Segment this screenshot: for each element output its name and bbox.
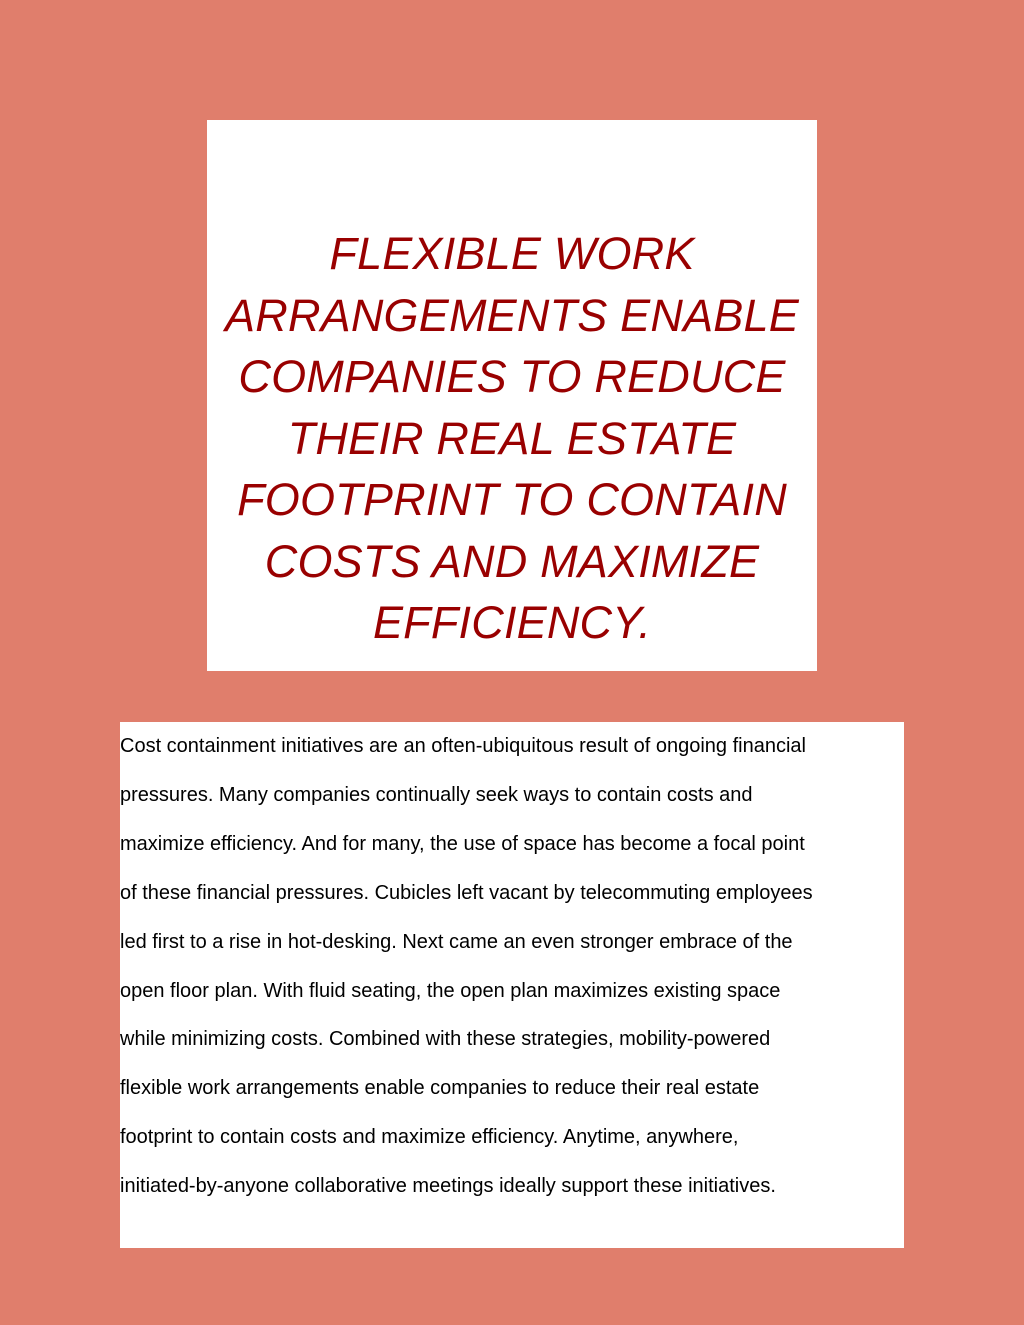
body-line: open floor plan. With fluid seating, the open plan maximizes existing space: [120, 979, 781, 1002]
headline-line: THEIR REAL ESTATE: [287, 412, 737, 464]
body-panel: [120, 722, 904, 1248]
body-line: led first to a rise in hot-desking. Next came an even stronger embrace of the: [120, 930, 793, 953]
body-line: footprint to contain costs and maximize efficiency. Anytime, anywhere,: [120, 1126, 739, 1149]
headline-line: FLEXIBLE WORK: [329, 228, 695, 280]
body-line: flexible work arrangements enable companies to reduce their real estate: [120, 1077, 760, 1100]
body-line: while minimizing costs. Combined with these strategies, mobility-powered: [120, 1028, 771, 1051]
headline-line: COMPANIES TO REDUCE: [238, 351, 786, 403]
headline-line: ARRANGEMENTS ENABLE: [225, 289, 799, 341]
body-paragraph: [120, 722, 902, 1211]
headline: [225, 223, 799, 654]
headline-panel: [207, 120, 817, 671]
body-line: pressures. Many companies continually seek ways to contain costs and: [120, 783, 753, 806]
body-line: initiated-by-anyone collaborative meetings ideally support these initiatives.: [120, 1175, 776, 1198]
body-line: maximize efficiency. And for many, the use of space has become a focal point: [120, 832, 805, 855]
headline-line: FOOTPRINT TO CONTAIN: [237, 474, 787, 526]
headline-line: COSTS AND MAXIMIZE: [264, 535, 760, 587]
body-line: of these financial pressures. Cubicles left vacant by telecommuting employees: [120, 881, 813, 904]
headline-line: EFFICIENCY.: [372, 597, 652, 649]
body-line: Cost containment initiatives are an often-ubiquitous result of ongoing financial: [120, 735, 806, 757]
